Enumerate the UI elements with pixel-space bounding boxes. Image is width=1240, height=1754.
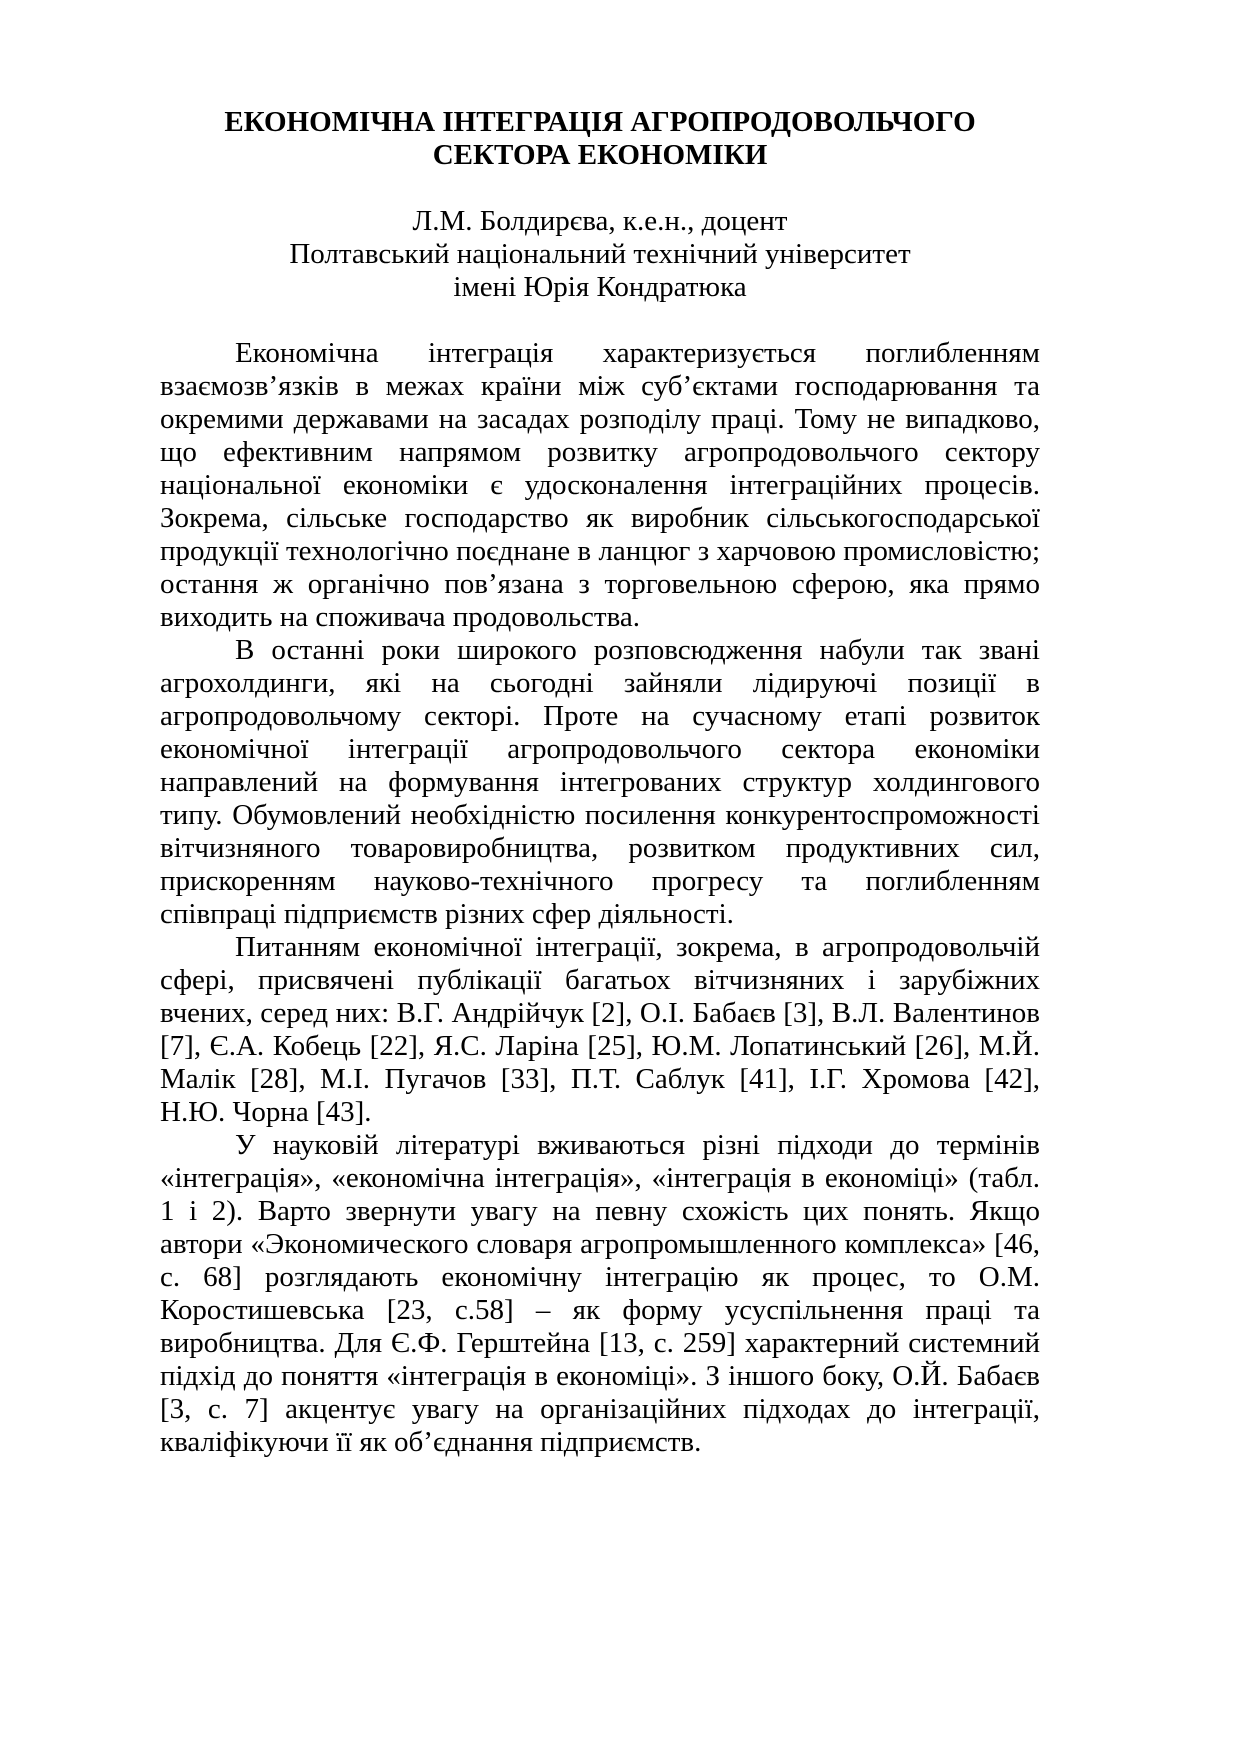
affiliation-line-2: імені Юрія Кондратюка: [453, 271, 747, 303]
author-line: Л.М. Болдирєва, к.е.н., доцент: [412, 205, 788, 237]
title-line-1: ЕКОНОМІЧНА ІНТЕГРАЦІЯ АГРОПРОДОВОЛЬЧОГО: [224, 106, 976, 138]
body-paragraph: У науковій літературі вживаються різні підходи до термінів «інтеграція», «економічна інтеграція», «інтеграція в економіці» (табл. 1 і 2). Варто звернути увагу на певну схожість цих понять. Якщо автори «Экономического словаря агропромышленного комплекса» [46, с. 68] розглядають економічну інтеграцію як процес, то О.М. Коростишевська [23, с.58] – як форму усуспільнення праці та виробництва. Для Є.Ф. Герштейна [13, с. 259] характерний системний підхід до поняття «інтеграція в економіці». З іншого боку, О.Й. Бабаєв [3, с. 7] акцентує увагу на організаційних підходах до інтеграції, кваліфікуючи її як об’єднання підприємств.: [160, 1129, 1040, 1458]
document-body: [160, 337, 1040, 1459]
affiliation-line-1: Полтавський національний технічний університет: [289, 238, 911, 270]
body-paragraph: Економічна інтеграція характеризується поглибленням взаємозв’язків в межах країни між суб’єктами господарювання та окремими державами на засадах розподілу праці. Тому не випадково, що ефективним напрямом розвитку агропродовольчого сектору національної економіки є удосконалення інтеграційних процесів. Зокрема, сільське господарство як виробник сільськогосподарської продукції технологічно поєднане в ланцюг з харчовою промисловістю; остання ж органічно пов’язана з торговельною сферою, яка прямо виходить на споживача продовольства.: [160, 337, 1040, 633]
byline-block: [160, 205, 1040, 304]
title-line-2: СЕКТОРА ЕКОНОМІКИ: [432, 139, 768, 171]
page-title: [160, 106, 1040, 172]
body-paragraph: В останні роки широкого розповсюдження набули так звані агрохолдинги, які на сьогодні зайняли лідируючі позиції в агропродовольчому секторі. Проте на сучасному етапі розвиток економічної інтеграції агропродовольчого сектора економіки направлений на формування інтегрованих структур холдингового типу. Обумовлений необхідністю посилення конкурентоспроможності вітчизняного товаровиробництва, розвитком продуктивних сил, прискоренням науково-технічного прогресу та поглибленням співпраці підприємств різних сфер діяльності.: [160, 634, 1040, 930]
body-paragraph: Питанням економічної інтеграції, зокрема, в агропродовольчій сфері, присвячені публікації багатьох вітчизняних і зарубіжних вчених, серед них: В.Г. Андрійчук [2], О.І. Бабаєв [3], В.Л. Валентинов [7], Є.А. Кобець [22], Я.С. Ларіна [25], Ю.М. Лопатинський [26], М.Й. Малік [28], М.І. Пугачов [33], П.Т. Саблук [41], І.Г. Хромова [42], Н.Ю. Чорна [43].: [160, 931, 1040, 1128]
